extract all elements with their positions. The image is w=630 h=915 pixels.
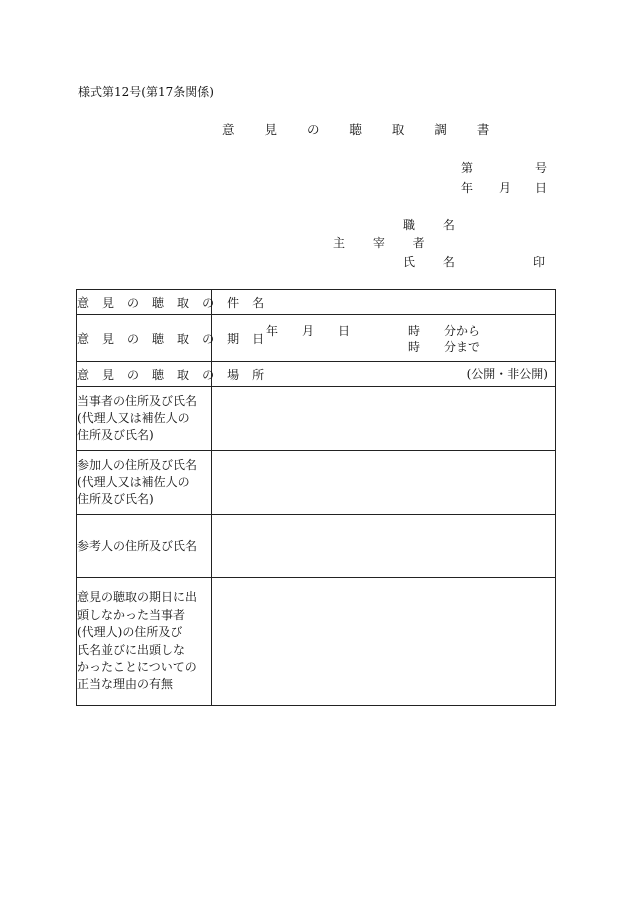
- presider-name-label: 氏 名: [403, 255, 467, 269]
- presider-role-label: 主 宰 者: [333, 236, 437, 250]
- document-title: 意 見 の 聴 取 調 書: [222, 122, 503, 137]
- reference-number-suffix: 号: [535, 161, 548, 175]
- row-label-party: [77, 387, 212, 451]
- row-label-line: 正当な理由の有無: [77, 677, 174, 692]
- row-label-line: かったことについての: [77, 659, 197, 674]
- table-row: [77, 515, 556, 578]
- row-label-line: 当事者の住所及び氏名: [77, 394, 198, 408]
- witness-field[interactable]: [212, 515, 556, 578]
- row-label-witness: [77, 515, 212, 578]
- subject-field[interactable]: [212, 290, 556, 315]
- row-label-line: 住所及び氏名): [77, 492, 154, 506]
- row-label-text: 意 見 の 聴 取 の 期 日: [77, 331, 269, 346]
- date-month-label: 月: [499, 181, 512, 195]
- date-year-label: 年: [461, 181, 474, 195]
- hearing-hour-from-label: 時: [408, 324, 421, 338]
- hearing-day-label: 日: [338, 324, 351, 338]
- row-label-participant: [77, 451, 212, 515]
- row-label-line: (代理人)の住所及び: [77, 625, 183, 640]
- row-label-line: (代理人又は補佐人の: [77, 475, 190, 489]
- party-field[interactable]: [212, 387, 556, 451]
- participant-field[interactable]: [212, 451, 556, 515]
- absence-field[interactable]: [212, 578, 556, 706]
- row-label-line: (代理人又は補佐人の: [77, 411, 190, 425]
- date-day-label: 日: [535, 181, 548, 195]
- row-label-text: 意 見 の 聴 取 の 件 名: [77, 295, 269, 310]
- hearing-year-label: 年: [266, 324, 279, 338]
- row-label-line: 住所及び氏名): [77, 428, 154, 442]
- hearing-record-table: [76, 289, 556, 706]
- seal-mark: 印: [533, 255, 546, 269]
- table-row: [77, 362, 556, 387]
- row-label-line: 意見の聴取の期日に出: [77, 590, 198, 605]
- hearing-minute-to-label: 分まで: [444, 340, 481, 354]
- reference-number-prefix: 第: [461, 161, 474, 175]
- hearing-month-label: 月: [302, 324, 315, 338]
- hearing-hour-to-label: 時: [408, 340, 421, 354]
- table-row: [77, 387, 556, 451]
- row-label-subject: [77, 290, 269, 315]
- table-row: [77, 315, 556, 362]
- row-label-line: 参考人の住所及び氏名: [77, 538, 198, 553]
- hearing-minute-from-label: 分から: [444, 324, 481, 338]
- date-field[interactable]: [212, 315, 556, 362]
- table-row: [77, 578, 556, 706]
- row-label-line: 頭しなかった当事者: [77, 607, 186, 622]
- table-row: [77, 451, 556, 515]
- row-label-absence: [77, 578, 212, 706]
- publicity-option[interactable]: (公開・非公開): [466, 367, 548, 381]
- form-number: 様式第12号(第17条関係): [78, 85, 214, 99]
- row-label-line: 参加人の住所及び氏名: [77, 458, 198, 472]
- row-label-date: [77, 315, 269, 362]
- row-label-text: 意 見 の 聴 取 の 場 所: [77, 367, 269, 382]
- table-row: [77, 290, 556, 315]
- place-field[interactable]: [212, 362, 556, 387]
- presider-position-label: 職 名: [403, 218, 467, 232]
- row-label-line: 氏名並びに出頭しな: [77, 642, 186, 657]
- row-label-place: [77, 362, 269, 387]
